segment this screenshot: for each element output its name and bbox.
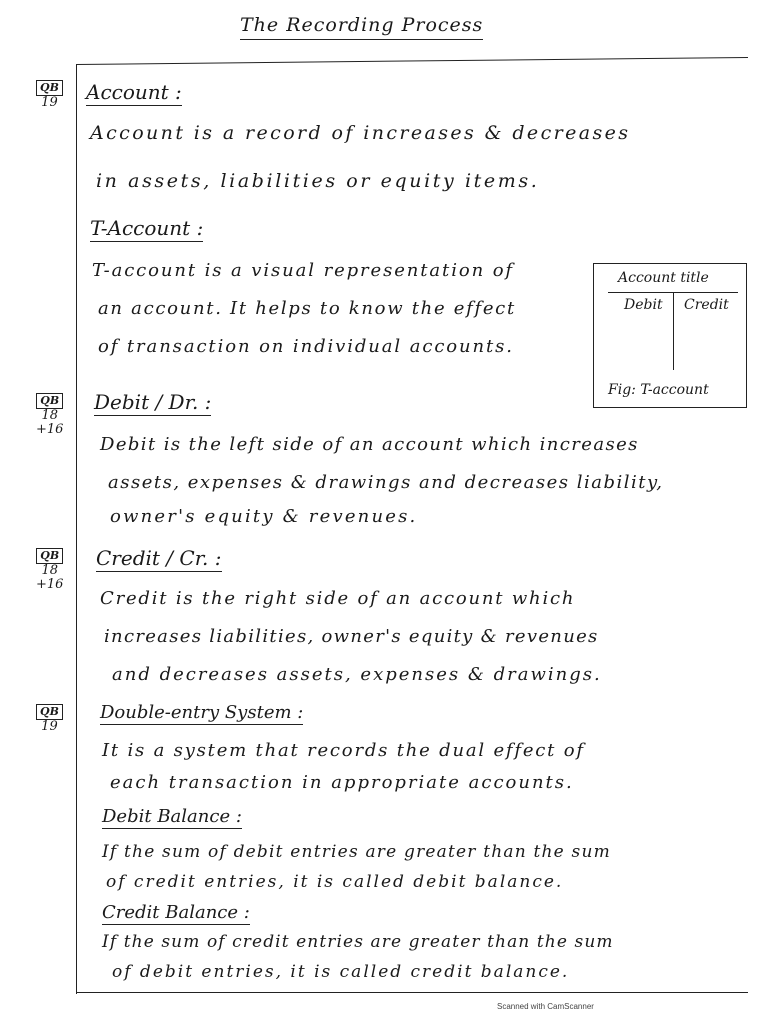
- t-account-debit-label: Debit: [624, 297, 663, 313]
- qb-marker-debit: QB 18 +16: [36, 394, 64, 437]
- top-rule: [76, 57, 748, 65]
- heading-credit: Credit / Cr. :: [96, 546, 222, 572]
- text-line: an account. It helps to know the effect: [98, 298, 516, 319]
- text-line: increases liabilities, owner's equity & revenues: [104, 626, 599, 647]
- text-line: Debit is the left side of an account which increases: [100, 434, 639, 455]
- heading-double-entry: Double-entry System :: [100, 702, 303, 725]
- text-line: Account is a record of increases & decreases: [90, 122, 631, 144]
- t-account-figure: [593, 263, 747, 408]
- qb-marker-credit: QB 18 +16: [36, 549, 64, 592]
- text-line: If the sum of debit entries are greater than the sum: [102, 842, 611, 862]
- heading-debit-balance: Debit Balance :: [102, 806, 242, 829]
- text-line: in assets, liabilities or equity items.: [96, 170, 540, 192]
- heading-account: Account :: [86, 80, 182, 106]
- bottom-rule: [76, 992, 748, 993]
- text-line: If the sum of credit entries are greater than the sum: [102, 932, 614, 952]
- qb-marker-double-entry: QB 19: [36, 704, 63, 734]
- heading-debit: Debit / Dr. :: [94, 390, 211, 416]
- text-line: of credit entries, it is called debit balance.: [106, 872, 564, 892]
- text-line: owner's equity & revenues.: [110, 506, 418, 527]
- scanner-watermark: Scanned with CamScanner: [497, 1002, 594, 1011]
- text-line: T-account is a visual representation of: [92, 260, 514, 281]
- text-line: Credit is the right side of an account which: [100, 588, 576, 609]
- text-line: of transaction on individual accounts.: [98, 336, 514, 357]
- heading-t-account: T-Account :: [90, 216, 203, 242]
- text-line: assets, expenses & drawings and decreases liability,: [108, 472, 664, 493]
- text-line: each transaction in appropriate accounts.: [110, 772, 574, 793]
- text-line: and decreases assets, expenses & drawings.: [112, 664, 602, 685]
- text-line: of debit entries, it is called credit balance.: [112, 962, 570, 982]
- qb-marker-account: QB 19: [36, 80, 63, 110]
- margin-line: [76, 64, 77, 994]
- t-account-caption: Fig: T-account: [608, 382, 709, 398]
- t-account-vertical-bar: [673, 292, 674, 370]
- t-account-title: Account title: [618, 270, 709, 286]
- page-title: The Recording Process: [240, 14, 483, 40]
- text-line: It is a system that records the dual effect of: [102, 740, 585, 761]
- t-account-credit-label: Credit: [684, 297, 729, 313]
- heading-credit-balance: Credit Balance :: [102, 902, 250, 925]
